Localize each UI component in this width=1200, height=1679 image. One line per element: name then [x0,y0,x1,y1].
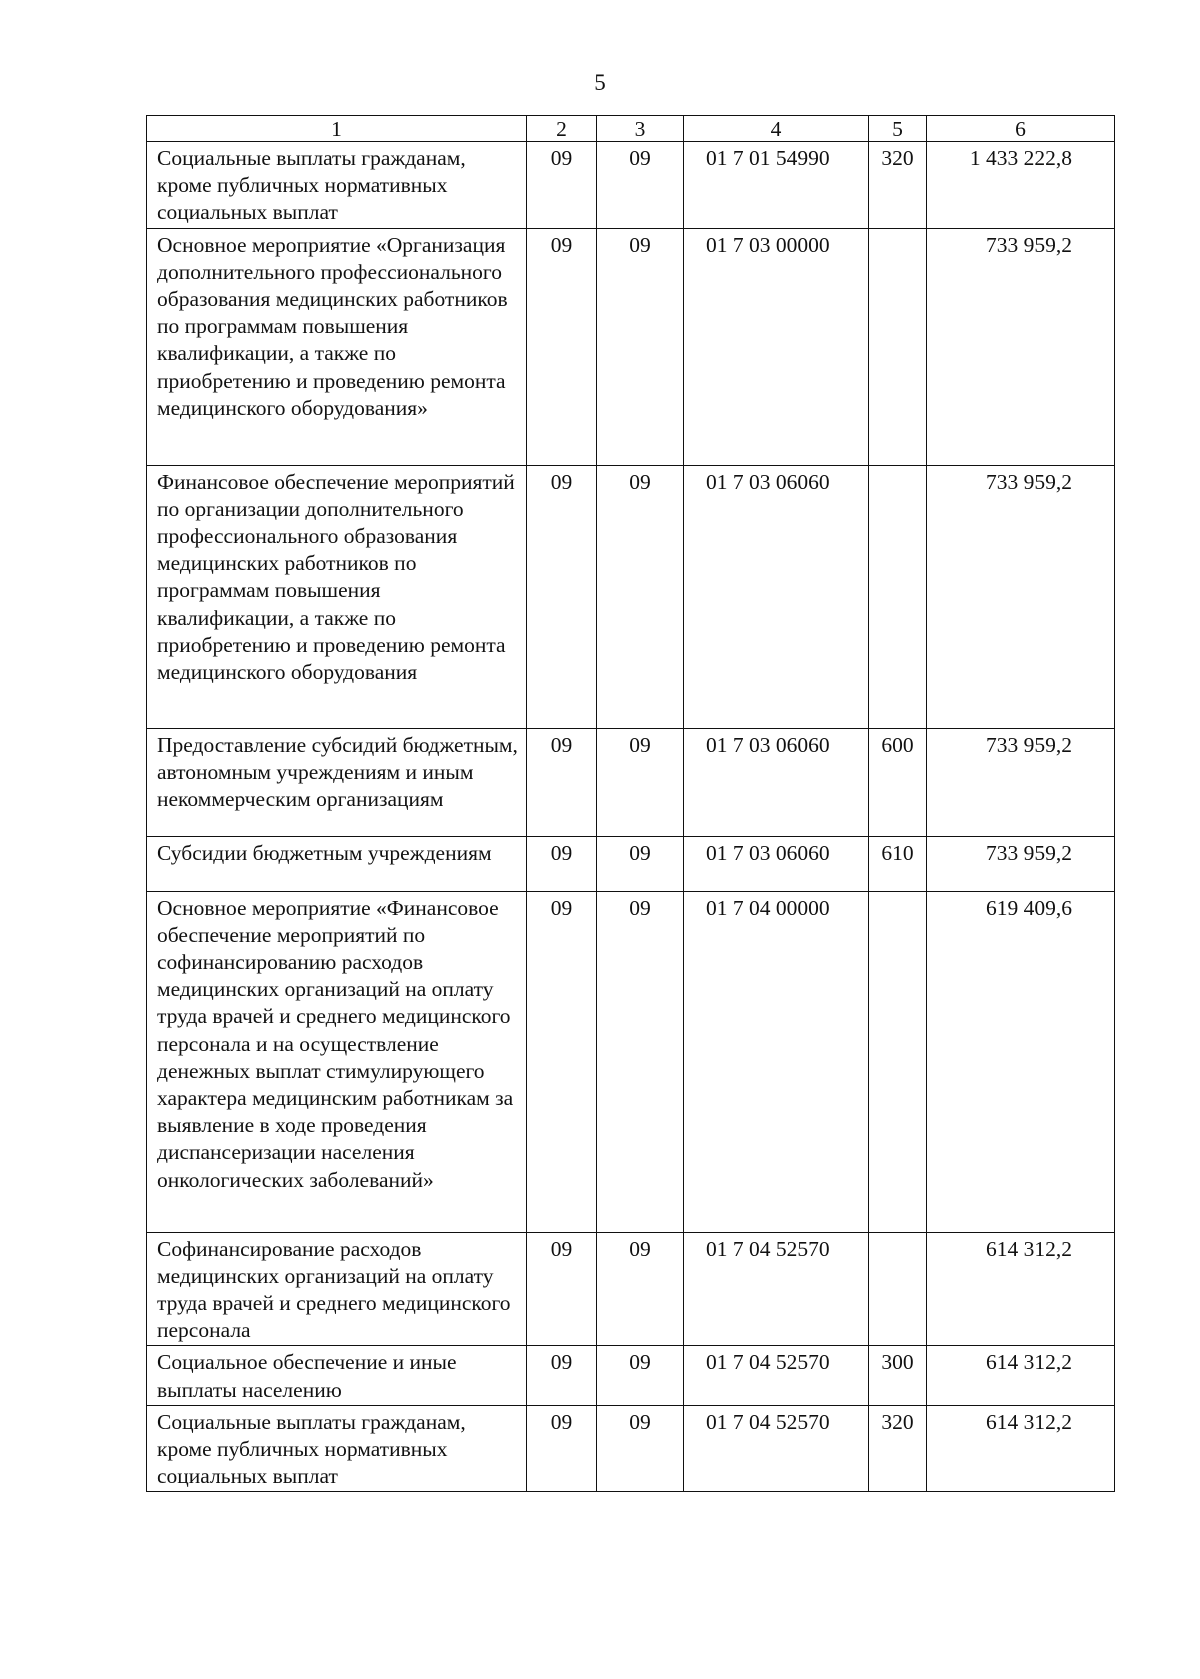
row-name: Социальные выплаты гражданам, кроме публичных нормативных социальных выплат [147,1405,527,1492]
row-amount: 614 312,2 [927,1232,1115,1346]
table-row [147,1232,1115,1346]
row-amount: 614 312,2 [927,1346,1115,1405]
row-amount: 733 959,2 [927,228,1115,465]
table-row [147,142,1115,229]
row-expense-type [869,891,927,1232]
row-section: 09 [527,1232,597,1346]
row-subsection: 09 [597,891,684,1232]
row-target-code: 01 7 04 00000 [684,891,869,1232]
row-expense-type [869,465,927,728]
row-section: 09 [527,836,597,891]
row-section: 09 [527,891,597,1232]
row-subsection: 09 [597,1346,684,1405]
budget-table [146,115,1115,1492]
row-target-code: 01 7 04 52570 [684,1346,869,1405]
column-header-3: 3 [597,116,684,142]
table-row [147,1405,1115,1492]
column-header-2: 2 [527,116,597,142]
row-target-code: 01 7 03 00000 [684,228,869,465]
row-target-code: 01 7 03 06060 [684,728,869,836]
row-amount: 733 959,2 [927,836,1115,891]
row-expense-type [869,1232,927,1346]
row-subsection: 09 [597,836,684,891]
table-row [147,891,1115,1232]
row-amount: 619 409,6 [927,891,1115,1232]
row-name: Финансовое обеспечение мероприятий по организации дополнительного профессионального образования медицинских работников по программам повышения квалификации, а также по приобретению и проведению ремонта медицинского оборудования [147,465,527,728]
row-name: Социальное обеспечение и иные выплаты населению [147,1346,527,1405]
row-section: 09 [527,142,597,229]
row-expense-type: 600 [869,728,927,836]
row-target-code: 01 7 01 54990 [684,142,869,229]
row-subsection: 09 [597,1232,684,1346]
row-name: Предоставление субсидий бюджетным, автономным учреждениям и иным некоммерческим организациям [147,728,527,836]
row-amount: 1 433 222,8 [927,142,1115,229]
row-subsection: 09 [597,142,684,229]
table-row [147,1346,1115,1405]
row-target-code: 01 7 03 06060 [684,465,869,728]
row-section: 09 [527,465,597,728]
row-expense-type: 320 [869,1405,927,1492]
row-expense-type: 320 [869,142,927,229]
row-amount: 733 959,2 [927,728,1115,836]
row-section: 09 [527,1405,597,1492]
row-subsection: 09 [597,1405,684,1492]
row-subsection: 09 [597,728,684,836]
header-row [147,116,1115,142]
row-name: Софинансирование расходов медицинских организаций на оплату труда врачей и среднего медицинского персонала [147,1232,527,1346]
row-expense-type [869,228,927,465]
row-target-code: 01 7 04 52570 [684,1232,869,1346]
page-number: 5 [594,70,606,95]
row-section: 09 [527,1346,597,1405]
row-expense-type: 610 [869,836,927,891]
row-amount: 614 312,2 [927,1405,1115,1492]
row-name: Социальные выплаты гражданам, кроме публичных нормативных социальных выплат [147,142,527,229]
column-header-6: 6 [927,116,1115,142]
row-section: 09 [527,228,597,465]
row-amount: 733 959,2 [927,465,1115,728]
column-header-4: 4 [684,116,869,142]
row-expense-type: 300 [869,1346,927,1405]
table-row [147,728,1115,836]
table-row [147,228,1115,465]
row-section: 09 [527,728,597,836]
row-name: Основное мероприятие «Организация дополнительного профессионального образования медицинских работников по программам повышения квалификации, а также по приобретению и проведению ремонта медицинского оборудования» [147,228,527,465]
table-row [147,465,1115,728]
column-header-1: 1 [147,116,527,142]
row-target-code: 01 7 03 06060 [684,836,869,891]
row-target-code: 01 7 04 52570 [684,1405,869,1492]
column-header-5: 5 [869,116,927,142]
row-name: Субсидии бюджетным учреждениям [147,836,527,891]
table-row [147,836,1115,891]
row-subsection: 09 [597,465,684,728]
row-name: Основное мероприятие «Финансовое обеспечение мероприятий по софинансированию расходов медицинских организаций на оплату труда врачей и среднего медицинского персонала и на осуществление денежных выплат стимулирующего характера медицинским работникам за выявление в ходе проведения диспансеризации населения онкологических заболеваний» [147,891,527,1232]
row-subsection: 09 [597,228,684,465]
